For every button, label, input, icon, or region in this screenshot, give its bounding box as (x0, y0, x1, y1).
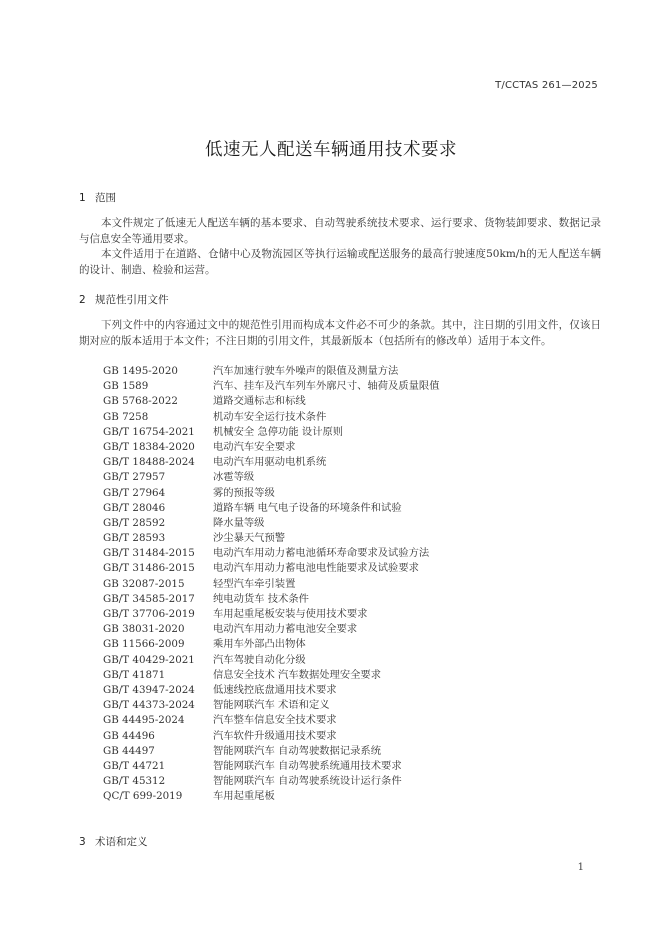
reference-code: GB 44496 (103, 729, 155, 742)
reference-item (103, 729, 440, 744)
reference-code: GB/T 44373-2024 (103, 699, 195, 712)
reference-code: GB/T 31484-2015 (103, 547, 195, 560)
reference-code: GB/T 40429-2021 (103, 653, 195, 666)
reference-item (103, 637, 440, 652)
reference-title: 信息安全技术 汽车数据处理安全要求 (213, 668, 382, 681)
reference-title: 电动汽车用动力蓄电池循环寿命要求及试验方法 (213, 547, 430, 560)
reference-item (103, 789, 440, 804)
reference-title: 智能网联汽车 自动驾驶数据记录系统 (213, 744, 382, 757)
reference-item (103, 759, 440, 774)
reference-title: 智能网联汽车 自动驾驶系统设计运行条件 (213, 775, 402, 788)
reference-code: GB/T 37706-2019 (103, 608, 195, 620)
reference-title: 低速线控底盘通用技术要求 (213, 683, 337, 696)
reference-item (103, 713, 440, 728)
reference-code: GB/T 44721 (103, 759, 166, 772)
reference-title: 降水量等级 (213, 516, 265, 529)
reference-title: 电动汽车用动力蓄电池电性能要求及试验要求 (213, 562, 419, 575)
reference-item (103, 592, 440, 607)
reference-code: GB/T 27964 (103, 486, 166, 499)
reference-code: QC/T 699-2019 (103, 790, 183, 803)
reference-title: 汽车、挂车及汽车列车外廓尺寸、轴荷及质量限值 (213, 380, 440, 393)
reference-title: 电动汽车用驱动电机系统 (213, 456, 327, 469)
reference-code: GB/T 18488-2024 (103, 456, 195, 469)
reference-code: GB/T 28046 (103, 501, 166, 514)
reference-item (103, 577, 440, 592)
reference-title: 电动汽车安全要求 (213, 440, 296, 453)
reference-code: GB/T 31486-2015 (103, 562, 195, 575)
reference-item (103, 410, 440, 425)
reference-code: GB 7258 (103, 410, 149, 423)
section-title: 规范性引用文件 (95, 294, 169, 306)
reference-item (103, 486, 440, 501)
reference-title: 机械安全 急停功能 设计原则 (213, 425, 344, 438)
section-1-paragraph-2: 本文件适用于在道路、仓储中心及物流园区等执行运输或配送服务的最高行驶速度50km/h的无人配送车辆的设计、制造、检验和运营。 (79, 248, 601, 276)
reference-code: GB 5768-2022 (103, 395, 178, 408)
section-2-heading (79, 292, 169, 307)
reference-item (103, 364, 440, 379)
reference-item (103, 531, 440, 546)
reference-item (103, 394, 440, 409)
reference-item (103, 546, 440, 561)
reference-title: 机动车安全运行技术条件 (213, 410, 327, 423)
section-1-paragraph-1: 本文件规定了低速无人配送车辆的基本要求、自动驾驶系统技术要求、运行要求、货物装卸要求、数据记录与信息安全等通用要求。 (79, 217, 601, 245)
reference-code: GB 1495-2020 (103, 365, 178, 377)
reference-item (103, 561, 440, 576)
reference-item (103, 607, 440, 622)
reference-code: GB/T 18384-2020 (103, 440, 195, 453)
section-title: 术语和定义 (95, 836, 148, 848)
section-number: 3 (79, 836, 86, 848)
section-title: 范围 (95, 192, 116, 204)
page-number: 1 (577, 862, 584, 873)
section-2-paragraph-1: 下列文件中的内容通过文中的规范性引用而构成本文件必不可少的条款。其中，注日期的引用文件，仅该日期对应的版本适用于本文件；不注日期的引用文件，其最新版本（包括所有的修改单）适用于本文件。 (79, 319, 601, 347)
section-number: 2 (79, 294, 86, 306)
reference-item (103, 516, 440, 531)
reference-title: 冰雹等级 (213, 471, 255, 484)
reference-code: GB/T 34585-2017 (103, 592, 195, 605)
reference-code: GB/T 27957 (103, 471, 166, 484)
reference-title: 纯电动货车 技术条件 (213, 592, 309, 605)
reference-code: GB/T 41871 (103, 668, 166, 681)
reference-title: 汽车加速行驶车外噪声的限值及测量方法 (213, 365, 399, 377)
reference-title: 车用起重尾板 (213, 790, 275, 803)
reference-item (103, 470, 440, 485)
reference-code: GB/T 43947-2024 (103, 683, 195, 696)
reference-code: GB 11566-2009 (103, 638, 185, 651)
reference-title: 汽车软件升级通用技术要求 (213, 729, 337, 742)
reference-title: 智能网联汽车 自动驾驶系统通用技术要求 (213, 759, 402, 772)
reference-item (103, 455, 440, 470)
reference-code: GB/T 16754-2021 (103, 425, 195, 438)
reference-code: GB 44495-2024 (103, 714, 185, 727)
reference-code: GB 32087-2015 (103, 577, 185, 590)
reference-item (103, 622, 440, 637)
reference-title: 车用起重尾板安装与使用技术要求 (213, 608, 368, 620)
reference-item (103, 379, 440, 394)
reference-item (103, 440, 440, 455)
section-3-heading (79, 834, 148, 849)
reference-code: GB 44497 (103, 744, 155, 757)
reference-item (103, 774, 440, 789)
standard-number: T/CCTAS 261—2025 (495, 80, 598, 91)
reference-code: GB/T 28592 (103, 516, 166, 529)
reference-title: 道路车辆 电气电子设备的环境条件和试验 (213, 501, 402, 514)
reference-code: GB 1589 (103, 380, 149, 393)
section-1-heading (79, 190, 116, 205)
reference-list (103, 364, 440, 804)
reference-code: GB/T 45312 (103, 775, 166, 788)
reference-title: 乘用车外部凸出物体 (213, 638, 306, 651)
section-number: 1 (79, 192, 86, 204)
reference-item (103, 653, 440, 668)
reference-item (103, 683, 440, 698)
reference-title: 道路交通标志和标线 (213, 395, 306, 408)
reference-item (103, 668, 440, 683)
reference-title: 智能网联汽车 术语和定义 (213, 699, 330, 712)
reference-item (103, 698, 440, 713)
reference-item (103, 744, 440, 759)
reference-title: 电动汽车用动力蓄电池安全要求 (213, 623, 358, 636)
reference-code: GB 38031-2020 (103, 623, 185, 636)
reference-item (103, 425, 440, 440)
reference-title: 沙尘暴天气预警 (213, 532, 286, 545)
document-title: 低速无人配送车辆通用技术要求 (205, 140, 457, 160)
reference-item (103, 501, 440, 516)
reference-title: 雾的预报等级 (213, 486, 275, 499)
reference-title: 汽车整车信息安全技术要求 (213, 714, 337, 727)
reference-code: GB/T 28593 (103, 532, 166, 545)
reference-title: 轻型汽车牵引装置 (213, 577, 296, 590)
reference-title: 汽车驾驶自动化分级 (213, 653, 306, 666)
